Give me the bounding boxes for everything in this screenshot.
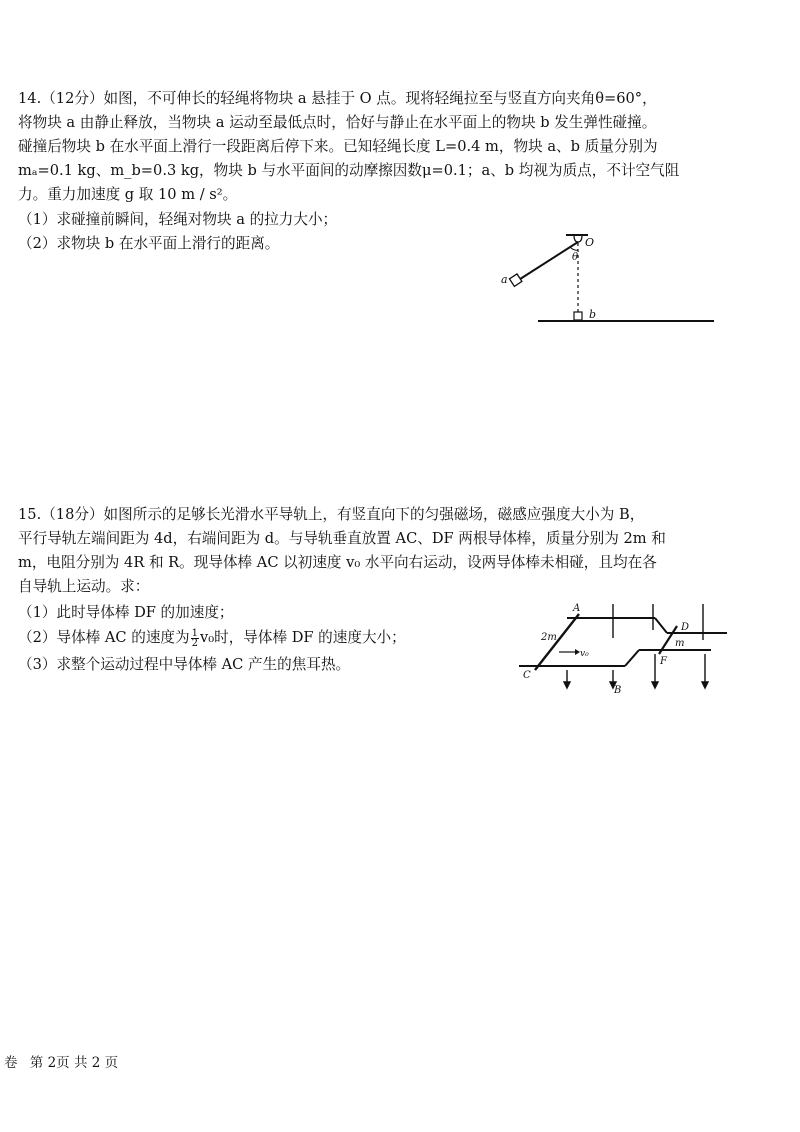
q14-line-1: 14.（12分）如图，不可伸长的轻绳将物块 a 悬挂于 O 点。现将轻绳拉至与竖直方向夹角θ=60°， [18,90,657,107]
page-footer [4,1054,118,1072]
q15-line-1: 15.（18分）如图所示的足够长光滑水平导轨上，有竖直向下的匀强磁场，磁感应强度大小为 B， [18,506,645,523]
block-a [509,274,521,286]
rail-top-step [655,618,667,633]
q15-line-2: 平行导轨左端间距为 4d，右端间距为 d。与导轨垂直放置 AC、DF 两根导体棒，质量分别为 2m 和 [18,530,666,547]
q15-subq-2 [18,628,406,648]
footer-page-number: 第 2页 共 2 页 [29,1055,119,1071]
label-o: O [585,236,595,249]
fraction-denominator: 2 [191,637,198,649]
q14-line-3: 碰撞后物块 b 在水平面上滑行一段距离后停下来。已知轻绳长度 L=0.4 m，物块 a、b 质量分别为 [18,138,658,155]
label-f: F [660,656,667,667]
q15-figure [515,600,735,700]
q14-line-5: 力。重力加速度 g 取 10 m / s²。 [18,186,238,203]
angle-arc [570,247,578,250]
label-b: B [614,685,622,696]
q15-subq-2-after: v₀时，导体棒 DF 的速度大小； [200,629,406,646]
label-v0: v₀ [580,649,589,659]
q14-subq-1: （1）求碰撞前瞬间，轻绳对物块 a 的拉力大小； [18,211,338,228]
label-a: a [501,273,508,286]
label-2m: 2m [541,632,557,643]
q15-line-4: 自导轨上运动。求： [18,578,150,595]
field-arrows [564,604,708,688]
q15-subq-3: （3）求整个运动过程中导体棒 AC 产生的焦耳热。 [18,656,351,673]
q15-subq-2-before: （2）导体棒 AC 的速度为 [18,629,190,646]
q14-figure [490,225,730,335]
q15-subq-1: （1）此时导体棒 DF 的加速度； [18,604,234,621]
q14-line-4: mₐ=0.1 kg、m_b=0.3 kg，物块 b 与水平面间的动摩擦因数μ=0.1；a、b 均视为质点，不计空气阻 [18,162,680,179]
label-b: b [589,308,597,321]
fraction-numerator: 1 [191,627,198,639]
label-m: m [675,638,685,649]
q14-subq-2: （2）求物块 b 在水平面上滑行的距离。 [18,235,280,252]
label-a: A [573,603,581,614]
label-d: D [681,622,690,633]
pivot-hook [574,235,582,242]
footer-left-glyph: 卷 [4,1055,18,1071]
label-theta: θ [572,252,579,263]
rope [517,242,578,281]
block-b [574,312,582,320]
q14-line-2: 将物块 a 由静止释放，当物块 a 运动至最低点时，恰好与静止在水平面上的物块 b 发生弹性碰撞。 [18,114,657,131]
fraction-one-half [191,629,199,648]
q15-line-3: m，电阻分别为 4R 和 R。现导体棒 AC 以初速度 v₀ 水平向右运动，设两导体棒未相碰，且均在各 [18,554,657,571]
rail-bottom-step [625,650,639,666]
label-c: C [523,670,531,681]
